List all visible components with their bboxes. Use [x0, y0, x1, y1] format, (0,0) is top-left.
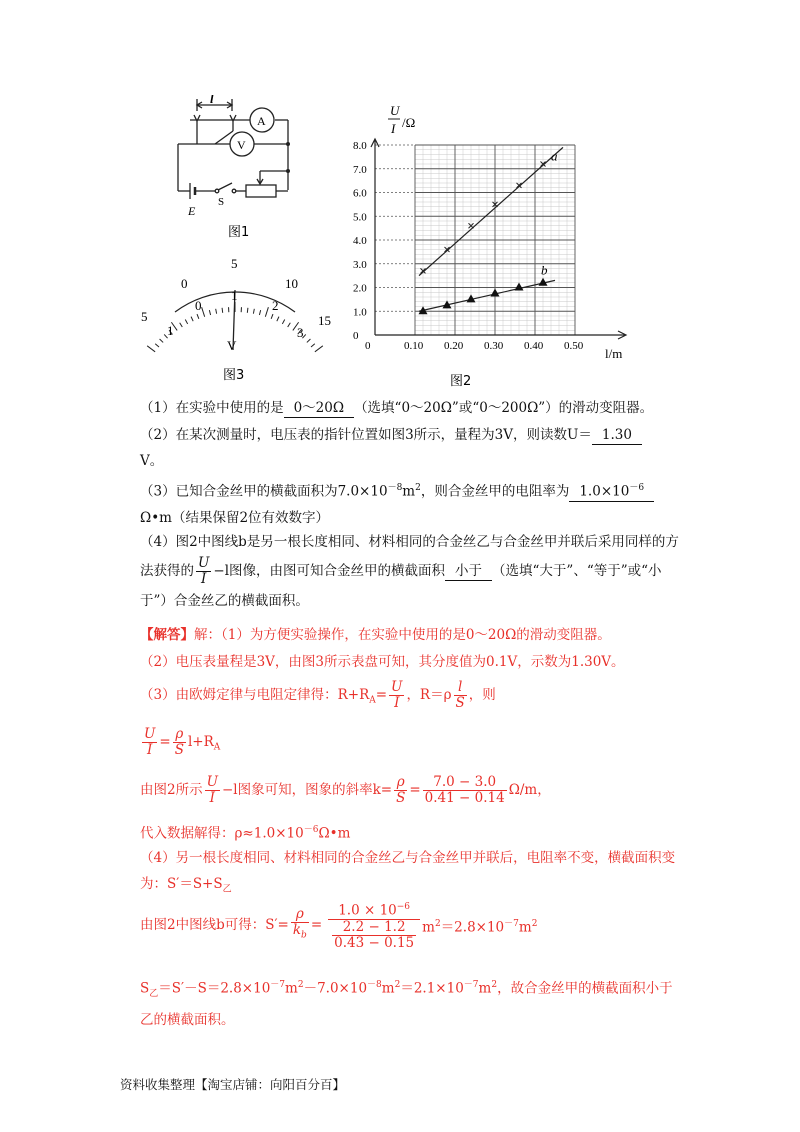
fig1-l-label: l	[210, 95, 214, 106]
chart-y-tick-label: 5.0	[353, 211, 367, 224]
p7-text: （4）另一根长度相同、材料相同的合金丝乙与合金丝甲并联后，电阻率不变，横截面积变为：S′＝S+S	[140, 850, 676, 892]
q2-pre: （2）在某次测量时，电压表的指针位置如图3所示，量程为3V，则读数U＝	[140, 427, 592, 443]
p8-kb: k	[292, 921, 302, 938]
p5-u: U	[206, 774, 218, 790]
figure-3-dial	[135, 255, 345, 390]
dial-tick	[271, 314, 273, 319]
fig1-switch-label: S	[218, 196, 225, 208]
q4-frac-num: U	[198, 555, 210, 571]
p8-sq: 2	[434, 918, 441, 929]
q3-unit: m	[402, 483, 416, 500]
outer-tick-5-top: 5	[231, 256, 238, 271]
p6-post: Ω•m	[318, 825, 351, 842]
p9-e1: －7	[270, 980, 286, 990]
inner-tick-2: 2	[272, 298, 279, 313]
dial-tick	[265, 307, 268, 317]
p5-i: I	[209, 790, 215, 806]
q4-pre: （4）图2中图线b是另一根长度相同、材料相同的合金丝乙与合金丝甲并联后采用同样的方法获得的	[140, 534, 679, 579]
dial-tick	[253, 309, 254, 314]
p9-sq2: 2	[394, 980, 401, 990]
chart-y-tick-label: 6.0	[353, 187, 367, 200]
p8-val: ＝2.8×10	[440, 919, 505, 935]
solution-p4	[140, 725, 685, 765]
chart-x-tick-label: 0.30	[484, 340, 504, 352]
chart-y-tick-label: 0	[353, 330, 359, 342]
fig1-voltmeter-label: V	[237, 138, 246, 152]
outer-tick-5-left: 5	[141, 309, 148, 324]
p8-pre: 由图2中图线b可得：S′	[140, 917, 278, 934]
chart-ylabel-num: U	[390, 103, 400, 118]
p5-s: S	[396, 790, 406, 806]
chart-y-tick-label: 1.0	[353, 306, 367, 319]
inner-tick-3: 3	[297, 325, 304, 340]
q3-pre: （3）已知合金丝甲的横截面积为7.0×10	[140, 483, 388, 500]
dial-tick	[185, 320, 187, 324]
p9-sub1: 乙	[149, 989, 159, 1000]
dial-unit: V	[227, 338, 237, 353]
dial-tick	[282, 320, 284, 324]
p4-rho: ρ	[173, 727, 186, 743]
inner-tick-0: 0	[195, 298, 202, 313]
chart-y-tick-label: 8.0	[353, 140, 367, 152]
p8-m2: m	[518, 919, 532, 935]
question-3	[140, 475, 685, 531]
p9-pre: S	[140, 980, 150, 997]
p3-pre: （3）由欧姆定律与电阻定律得：R+R	[140, 687, 370, 703]
p9-e: ＝2.1×10	[400, 980, 464, 997]
solution-tag: 【解答】	[140, 627, 194, 643]
series-b-point	[539, 278, 548, 286]
dial-tick	[209, 310, 210, 315]
p5-pre: 由图2所示	[140, 782, 203, 798]
q4-post: （选填“大于”、“等于”或“小于”）合金丝乙的横截面积。	[140, 563, 662, 609]
dial-tick	[247, 308, 248, 313]
question-1	[140, 395, 685, 421]
p9-f: m	[478, 980, 492, 997]
p5-num: 7.0 − 3.0	[423, 775, 507, 791]
p8-kb-sub: b	[301, 930, 307, 941]
p8-num-exp: −6	[396, 902, 411, 912]
p4-post: l+R	[187, 734, 214, 750]
q3-exp: －8	[387, 483, 403, 493]
question-2	[140, 422, 685, 474]
p4-s: S	[174, 742, 184, 758]
solution-p2	[140, 649, 685, 675]
dial-tick	[216, 309, 217, 314]
solution-p5	[140, 773, 685, 807]
dial-tick	[160, 339, 164, 342]
p3-l: l	[454, 680, 467, 696]
fig1-battery-label: E	[188, 204, 196, 218]
p8-rho: ρ	[291, 907, 309, 923]
p9-e2: －8	[367, 980, 382, 990]
q3-answer	[569, 479, 654, 502]
chart-caption: 图2	[450, 374, 472, 389]
dial-tick	[191, 317, 193, 322]
solution-p9	[140, 972, 685, 1033]
p9-e3: －7	[463, 980, 479, 990]
q1-answer: 0～20Ω	[284, 399, 354, 418]
p9-sq1: 2	[297, 980, 304, 990]
chart-ylabel-den: I	[391, 121, 396, 136]
p5-post: Ω/m，	[508, 782, 551, 798]
figure-2-chart	[340, 95, 640, 395]
dial-tick	[147, 346, 155, 352]
q4-answer: 小于	[445, 562, 492, 581]
inner-tick-1-left: 1	[167, 323, 174, 338]
outer-tick-10: 10	[285, 276, 298, 291]
solution-p3	[140, 678, 685, 718]
chart-x-tick-label: 0.50	[564, 340, 584, 352]
q3-mid: ，则合金丝甲的电阻率为	[420, 483, 570, 500]
q3-sq: 2	[415, 483, 421, 493]
q1-post: （选填“0～20Ω”或“0～200Ω”）的滑动变阻器。	[354, 400, 654, 416]
dial-tick	[315, 346, 323, 352]
p4-sub-a: A	[213, 742, 221, 753]
dial-tick	[197, 314, 199, 319]
p9-a: ＝S′－S＝2.8×10	[158, 980, 271, 997]
p8-m: m	[422, 919, 435, 935]
q4-frac-den: I	[201, 571, 207, 587]
chart-x-tick-label: 0.40	[524, 340, 544, 352]
p9-b: m	[285, 980, 298, 997]
p8-den-num: 2.2 − 1.2	[332, 920, 416, 936]
q3-post: Ω•m（结果保留2位有效数字）	[140, 509, 330, 526]
inner-tick-1: 1	[231, 288, 238, 303]
solution-p7	[140, 845, 685, 903]
p5-mid: −l图象可知，图象的斜率k=	[221, 782, 393, 798]
p7-sub: 乙	[222, 884, 232, 895]
series-b-point	[419, 306, 428, 314]
q4-mid: −l图像，由图可知合金丝甲的横截面积	[213, 563, 446, 579]
dial-tick	[311, 344, 315, 347]
p4-i: I	[147, 742, 153, 758]
q2-answer: 1.30	[592, 426, 642, 445]
chart-x-tick-label: 0.10	[404, 340, 424, 352]
solution-p1-text: 解：（1）为方便实验操作，在实验中使用的是0～20Ω的滑动变阻器。	[194, 627, 611, 643]
series-b-point	[515, 283, 524, 291]
solution-p6	[140, 817, 685, 847]
chart-x-tick-label: 0.20	[444, 340, 464, 352]
solution-p2-text: （2）电压表量程是3V，由图3所示表盘可知，其分度值为0.1V，示数为1.30V。	[140, 654, 625, 670]
series-a-label: a	[551, 148, 558, 164]
chart-y-tick-label: 4.0	[353, 235, 367, 247]
dial-tick	[288, 323, 291, 327]
p3-r: ，R＝ρ	[406, 687, 452, 703]
p3-u: U	[391, 679, 403, 695]
p9-d: m	[381, 980, 395, 997]
p9-sq3: 2	[491, 980, 498, 990]
chart-y-tick-label: 2.0	[353, 282, 367, 295]
solution-p1	[140, 622, 685, 648]
p5-rho: ρ	[394, 775, 407, 791]
outer-tick-15: 15	[318, 313, 331, 328]
q3-answer-exp: －6	[629, 483, 645, 493]
p3-eq: =	[375, 687, 388, 703]
p6-exp: －6	[303, 825, 319, 835]
chart-origin-label: 0	[365, 340, 371, 352]
p3-s: S	[455, 695, 465, 711]
footer-note: 资料收集整理【淘宝店铺：向阳百分百】	[120, 1077, 346, 1092]
chart-xlabel: l/m	[605, 346, 623, 361]
fig1-ammeter-label: A	[257, 114, 266, 128]
chart-y-tick-label: 7.0	[353, 163, 367, 176]
chart-y-tick-label: 3.0	[353, 258, 367, 271]
q3-answer-base: 1.0×10	[579, 483, 630, 500]
p3-i: I	[394, 695, 400, 711]
p8-eq2: =	[310, 916, 323, 933]
p3-sub-a: A	[369, 695, 376, 706]
outer-tick-0: 0	[181, 276, 188, 291]
question-4	[140, 528, 685, 615]
p9-g: ，故合金丝甲的横截面积小于乙的横截面积。	[140, 980, 673, 1029]
dial-tick	[180, 323, 183, 327]
figure-1-circuit	[160, 95, 310, 245]
p3-post: ，则	[468, 687, 496, 703]
p8-exp: －7	[504, 918, 519, 929]
p5-den: 0.41 − 0.14	[424, 790, 505, 806]
p8-den-den: 0.43 − 0.15	[334, 934, 415, 951]
q2-post: V。	[140, 453, 164, 469]
p8-eq: =	[277, 916, 289, 933]
dial-tick	[222, 308, 223, 313]
q1-pre: （1）在实验中使用的是	[140, 400, 284, 416]
series-b-label: b	[541, 262, 548, 278]
p6-pre: 代入数据解得：ρ≈1.0×10	[140, 825, 304, 842]
p8-num-base: 1.0 × 10	[338, 902, 397, 919]
fig3-caption: 图3	[223, 368, 245, 383]
chart-ylabel-unit: /Ω	[402, 115, 416, 130]
p5-eq: =	[409, 782, 421, 798]
p4-eq: =	[159, 734, 171, 750]
dial-tick	[202, 307, 205, 317]
dial-tick	[307, 339, 311, 342]
fig1-caption: 图1	[228, 225, 250, 240]
p4-u: U	[144, 726, 156, 742]
p9-c: －7.0×10	[303, 980, 368, 997]
solution-p8	[140, 900, 685, 951]
dial-tick	[277, 317, 279, 322]
p8-sq2: 2	[531, 918, 538, 929]
dial-tick	[259, 310, 260, 315]
dial-tick	[155, 344, 159, 347]
